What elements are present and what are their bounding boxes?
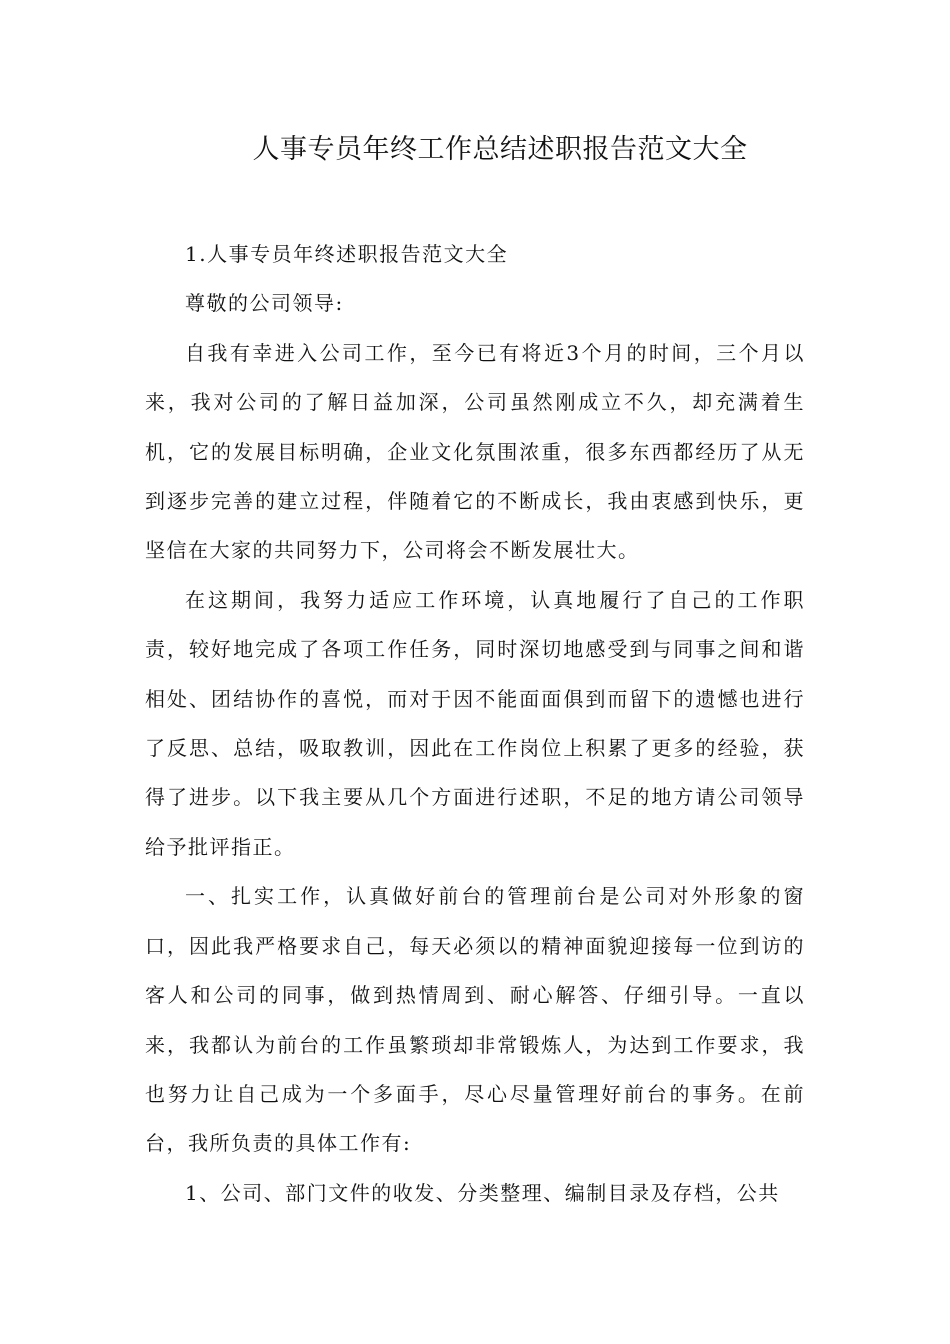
document-body [145, 230, 805, 1218]
salutation: 尊敬的公司领导: [185, 291, 344, 316]
document-title: 人事专员年终工作总结述职报告范文大全 [252, 134, 748, 165]
body-paragraph: 1、公司、部门文件的收发、分类整理、编制目录及存档，公共 [185, 1180, 780, 1205]
body-paragraph: 自我有幸进入公司工作，至今已有将近3个月的时间，三个月以来，我对公司的了解日益加深，公司虽然刚成立不久，却充满着生机，它的发展目标明确，企业文化氛围浓重，很多东西都经历了从无到逐步完善的建立过程，伴随着它的不断成长，我由衷感到快乐，更坚信在大家的共同努力下，公司将会不断发展壮大。 [145, 340, 805, 563]
body-paragraph: 在这期间，我努力适应工作环境，认真地履行了自己的工作职责，较好地完成了各项工作任务，同时深切地感受到与同事之间和谐相处、团结协作的喜悦，而对于因不能面面俱到而留下的遗憾也进行了反思、总结，吸取教训，因此在工作岗位上积累了更多的经验，获得了进步。以下我主要从几个方面进行述职，不足的地方请公司领导给予批评指正。 [145, 587, 805, 859]
body-paragraph: 一、扎实工作，认真做好前台的管理前台是公司对外形象的窗口，因此我严格要求自己，每天必须以的精神面貌迎接每一位到访的客人和公司的同事，做到热情周到、耐心解答、仔细引导。一直以来，我都认为前台的工作虽繁琐却非常锻炼人，为达到工作要求，我也努力让自己成为一个多面手，尽心尽量管理好前台的事务。在前台，我所负责的具体工作有: [145, 884, 805, 1156]
section-heading: 1.人事专员年终述职报告范文大全 [185, 242, 509, 266]
